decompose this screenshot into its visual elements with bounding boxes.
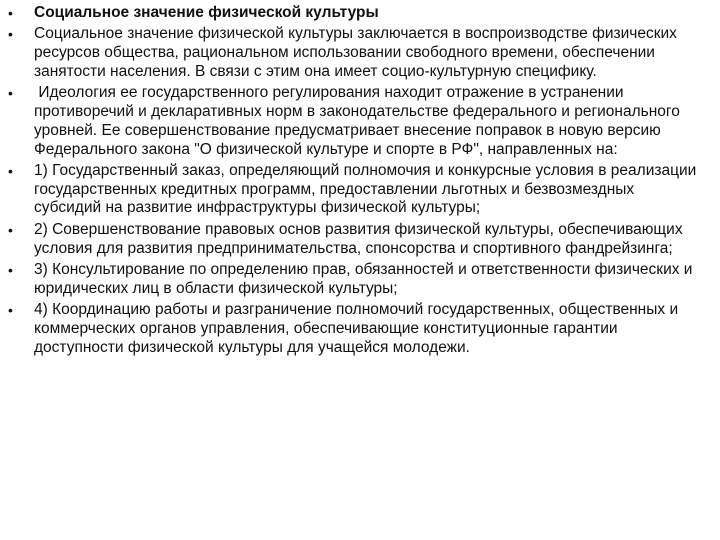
slide-title: Социальное значение физической культуры [34,4,379,21]
bullet-item-point-4 [8,301,698,357]
bullet-item-point-1 [8,162,698,218]
bullet-icon: • [8,26,13,43]
bullet-icon: • [8,85,13,102]
bullet-text: 1) Государственный заказ, определяющий полномочия и конкурсные условия в реализации государственных кредитных программ, предоставлении льготных и безвозмездных субсидий на развитие инфраструктуры физической культуры; [34,161,697,217]
bullet-item-significance [8,25,698,81]
bullet-text: Идеология ее государственного регулирования находит отражение в устранении противоречий и декларативных норм в законодательстве федерального и регионального уровней. Ее совершенствование предусматривает внесение поправок в новую версию Федерального закона "О физической культуре и спорте в РФ", направленных на: [34,84,685,158]
bullet-icon: • [8,162,13,179]
bullet-icon: • [8,5,13,21]
bullet-list [8,4,698,357]
bullet-text: 4) Координацию работы и разграничение полномочий государственных, общественных и коммерческих органов управления, обеспечивающие конституционные гарантии доступности физической культуры для учащейся молодежи. [34,300,679,356]
bullet-text: 3) Консультирование по определению прав, обязанностей и ответственности физических и юридических лиц в области физической культуры; [34,260,693,297]
bullet-text: 2) Совершенствование правовых основ развития физической культуры, обеспечивающих условия для развития предпринимательства, спонсорства и спортивного фандрейзинга; [34,220,683,257]
bullet-item-ideology [8,84,698,159]
bullet-text: Социальное значение физической культуры заключается в воспроизводстве физических ресурсов общества, рациональном использовании свободного времени, обеспечении занятости населения. В связи с этим она имеет социо-культурную специфику. [34,25,677,80]
bullet-item-point-3 [8,261,698,299]
bullet-icon: • [8,301,13,318]
bullet-icon: • [8,221,13,238]
bullet-icon: • [8,261,13,278]
bullet-item-point-2 [8,221,698,259]
bullet-item-title [8,4,698,23]
